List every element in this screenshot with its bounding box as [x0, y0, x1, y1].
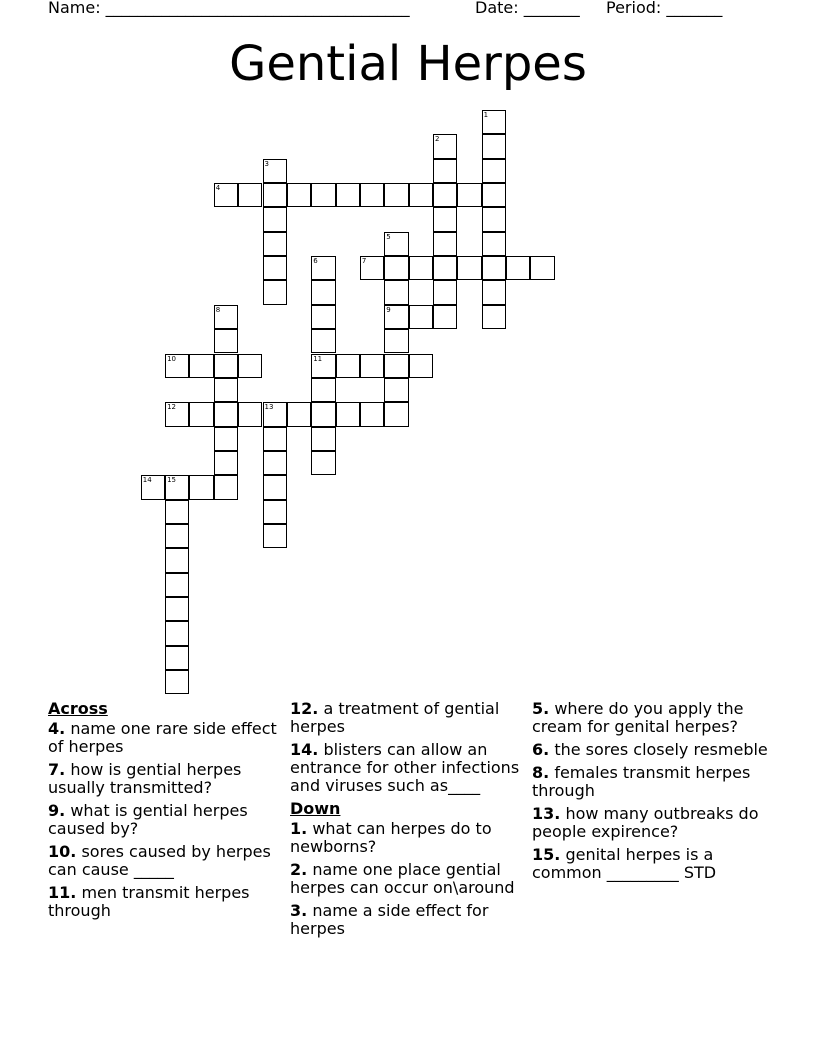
clue-number: 5 [386, 232, 391, 241]
grid-cell[interactable] [189, 402, 213, 426]
clue-across-14: 14. blisters can allow an entrance for other infections and viruses such as____ [290, 740, 520, 795]
clues-column-3 [532, 700, 768, 887]
clues-column-2 [290, 700, 522, 943]
grid-cell[interactable] [409, 305, 433, 329]
grid-cell[interactable] [336, 354, 360, 378]
grid-cell[interactable] [165, 354, 189, 378]
grid-cell[interactable] [263, 524, 287, 548]
clue-number: 11 [313, 354, 323, 363]
grid-cell[interactable] [214, 475, 238, 499]
date-field-label: Date: _______ [475, 0, 580, 17]
grid-cell[interactable] [263, 427, 287, 451]
page-title: Gential Herpes [229, 36, 587, 92]
clue-across-11: 11. men transmit herpes through [48, 883, 250, 920]
grid-cell[interactable] [506, 256, 530, 280]
clue-across-9: 9. what is gential herpes caused by? [48, 801, 248, 838]
grid-cell[interactable] [214, 451, 238, 475]
grid-cell[interactable] [360, 256, 384, 280]
grid-cell[interactable] [263, 207, 287, 231]
grid-cell[interactable] [165, 500, 189, 524]
clue-number: 3 [264, 159, 269, 168]
across-heading: Across [48, 699, 108, 718]
period-field-label: Period: _______ [606, 0, 723, 17]
grid-cell[interactable] [165, 621, 189, 645]
grid-cell[interactable] [311, 427, 335, 451]
grid-cell[interactable] [141, 475, 165, 499]
clue-number: 10 [167, 354, 177, 363]
grid-cell[interactable] [238, 183, 262, 207]
grid-cell[interactable] [189, 354, 213, 378]
grid-cell[interactable] [311, 183, 335, 207]
grid-cell[interactable] [311, 402, 335, 426]
grid-cell[interactable] [409, 256, 433, 280]
clue-across-7: 7. how is gential herpes usually transmitted? [48, 760, 242, 797]
clue-down-13: 13. how many outbreaks do people expirence? [532, 804, 759, 841]
grid-cell[interactable] [433, 207, 457, 231]
grid-cell[interactable] [482, 134, 506, 158]
grid-cell[interactable] [336, 402, 360, 426]
grid-cell[interactable] [165, 524, 189, 548]
grid-cell[interactable] [384, 256, 408, 280]
grid-cell[interactable] [482, 280, 506, 304]
grid-cell[interactable] [433, 134, 457, 158]
grid-cell[interactable] [384, 183, 408, 207]
grid-cell[interactable] [311, 451, 335, 475]
grid-cell[interactable] [165, 597, 189, 621]
grid-cell[interactable] [433, 280, 457, 304]
grid-cell[interactable] [263, 256, 287, 280]
down-heading: Down [290, 799, 341, 818]
grid-cell[interactable] [433, 183, 457, 207]
name-field-label: Name: ______________________________________ [48, 0, 410, 17]
grid-cell[interactable] [409, 354, 433, 378]
grid-cell[interactable] [482, 159, 506, 183]
grid-cell[interactable] [214, 329, 238, 353]
grid-cell[interactable] [263, 500, 287, 524]
grid-cell[interactable] [263, 232, 287, 256]
grid-cell[interactable] [482, 305, 506, 329]
grid-cell[interactable] [263, 402, 287, 426]
grid-cell[interactable] [189, 475, 213, 499]
grid-cell[interactable] [311, 305, 335, 329]
grid-cell[interactable] [165, 475, 189, 499]
grid-cell[interactable] [384, 354, 408, 378]
grid-cell[interactable] [214, 378, 238, 402]
clue-number: 15 [167, 476, 177, 485]
grid-cell[interactable] [165, 548, 189, 572]
grid-cell[interactable] [214, 402, 238, 426]
clue-down-5: 5. where do you apply the cream for genital herpes? [532, 699, 744, 736]
clue-down-15: 15. genital herpes is a common _________ STD [532, 845, 717, 882]
clue-down-1: 1. what can herpes do to newborns? [290, 819, 492, 856]
grid-cell[interactable] [384, 280, 408, 304]
clue-down-8: 8. females transmit herpes through [532, 763, 751, 800]
grid-cell[interactable] [409, 183, 433, 207]
clue-number: 2 [434, 135, 440, 144]
grid-cell[interactable] [263, 183, 287, 207]
grid-cell[interactable] [165, 670, 189, 694]
grid-cell[interactable] [384, 305, 408, 329]
grid-cell[interactable] [457, 256, 481, 280]
grid-cell[interactable] [214, 305, 238, 329]
grid-cell[interactable] [433, 232, 457, 256]
grid-cell[interactable] [433, 305, 457, 329]
clue-down-3: 3. name a side effect for herpes [290, 901, 489, 938]
grid-cell[interactable] [238, 354, 262, 378]
grid-cell[interactable] [311, 329, 335, 353]
grid-cell[interactable] [384, 329, 408, 353]
grid-cell[interactable] [214, 427, 238, 451]
grid-cell[interactable] [165, 402, 189, 426]
grid-cell[interactable] [384, 378, 408, 402]
grid-cell[interactable] [482, 256, 506, 280]
clue-number: 14 [142, 476, 152, 485]
clue-number: 6 [313, 257, 318, 266]
grid-cell[interactable] [263, 475, 287, 499]
grid-cell[interactable] [336, 183, 360, 207]
grid-cell[interactable] [287, 402, 311, 426]
grid-cell[interactable] [360, 183, 384, 207]
clue-number: 12 [167, 403, 177, 412]
clue-number: 4 [215, 184, 221, 193]
clue-number: 8 [215, 305, 221, 314]
grid-cell[interactable] [433, 256, 457, 280]
grid-cell[interactable] [263, 159, 287, 183]
grid-cell[interactable] [457, 183, 481, 207]
clues-column-1 [48, 700, 288, 925]
grid-cell[interactable] [165, 573, 189, 597]
grid-cell[interactable] [360, 354, 384, 378]
grid-cell[interactable] [263, 451, 287, 475]
clue-across-4: 4. name one rare side effect of herpes [48, 719, 277, 756]
grid-cell[interactable] [360, 402, 384, 426]
grid-cell[interactable] [384, 402, 408, 426]
grid-cell[interactable] [311, 378, 335, 402]
grid-cell[interactable] [165, 646, 189, 670]
grid-cell[interactable] [214, 183, 238, 207]
grid-cell[interactable] [384, 232, 408, 256]
grid-cell[interactable] [214, 354, 238, 378]
clue-across-12: 12. a treatment of gential herpes [290, 699, 500, 736]
clue-number: 7 [361, 257, 367, 266]
grid-cell[interactable] [311, 256, 335, 280]
grid-cell[interactable] [311, 280, 335, 304]
clue-number: 9 [386, 305, 391, 314]
grid-cell[interactable] [482, 207, 506, 231]
grid-cell[interactable] [482, 232, 506, 256]
clue-number: 1 [483, 111, 489, 119]
grid-cell[interactable] [238, 402, 262, 426]
grid-cell[interactable] [530, 256, 554, 280]
clue-down-6: 6. the sores closely resmeble [532, 740, 768, 759]
clue-down-2: 2. name one place gential herpes can occur on\around [290, 860, 515, 897]
grid-cell[interactable] [433, 159, 457, 183]
clue-number: 13 [264, 403, 274, 412]
grid-cell[interactable] [263, 280, 287, 304]
grid-cell[interactable] [482, 183, 506, 207]
clue-across-10: 10. sores caused by herpes can cause _____ [48, 842, 271, 879]
grid-cell[interactable] [311, 354, 335, 378]
grid-cell[interactable] [482, 110, 506, 134]
grid-cell[interactable] [287, 183, 311, 207]
